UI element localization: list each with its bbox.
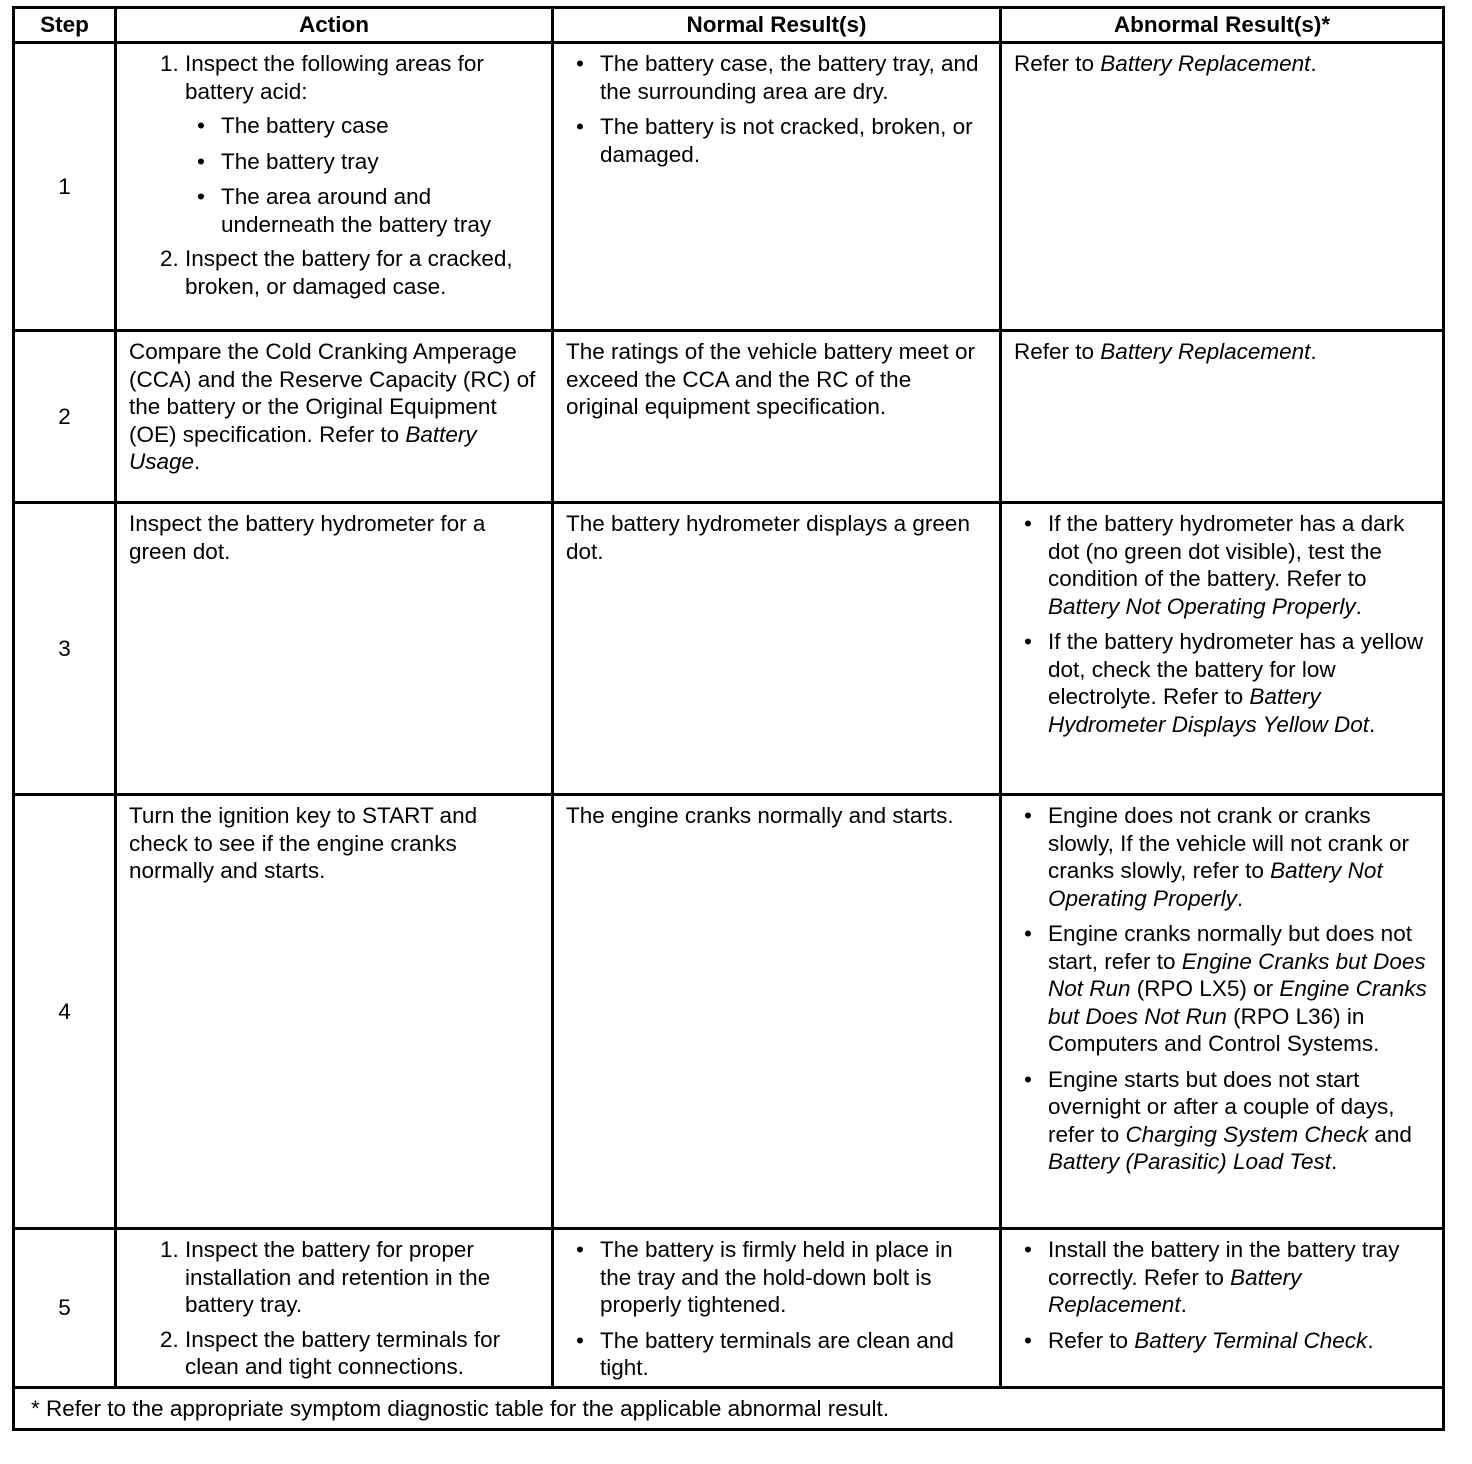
- normal-cell: The battery hydrometer displays a green dot.: [553, 503, 1001, 795]
- header-normal-results: Normal Result(s): [553, 8, 1001, 43]
- footnote-row: [14, 1387, 1444, 1430]
- table-row: [14, 331, 1444, 503]
- action-list: [129, 1236, 539, 1381]
- list-item: • Engine does not crank or cranks slowly, If the vehicle will not crank or cranks slowly, refer to Battery Not Operating Properly.: [1048, 802, 1430, 912]
- abnormal-cell: [1001, 1229, 1444, 1388]
- list-item: • The battery case: [221, 112, 539, 140]
- list-item: • Refer to Battery Terminal Check.: [1048, 1327, 1430, 1355]
- abnormal-list: [1014, 802, 1430, 1176]
- header-step: Step: [14, 8, 116, 43]
- footnote: * Refer to the appropriate symptom diagnostic table for the applicable abnormal result.: [14, 1387, 1444, 1430]
- list-item: • If the battery hydrometer has a yellow dot, check the battery for low electrolyte. Refer to Battery Hydrometer Displays Yellow Dot.: [1048, 628, 1430, 738]
- table-row: [14, 1229, 1444, 1388]
- reference-link[interactable]: Battery Not Operating Properly: [1048, 593, 1356, 619]
- list-item: • The battery tray: [221, 148, 539, 176]
- reference-link[interactable]: Battery Usage: [129, 421, 477, 474]
- normal-cell: [553, 1229, 1001, 1388]
- normal-cell: The engine cranks normally and starts.: [553, 795, 1001, 1229]
- header-abnormal-results: Abnormal Result(s)*: [1001, 8, 1444, 43]
- action-text: Inspect the following areas for battery acid:: [185, 51, 484, 104]
- abnormal-cell: Refer to Battery Replacement.: [1001, 331, 1444, 503]
- list-item: • The battery is not cracked, broken, or damaged.: [600, 113, 987, 168]
- action-cell: [116, 43, 553, 331]
- action-cell: [116, 1229, 553, 1388]
- table-row: [14, 43, 1444, 331]
- reference-link[interactable]: Battery Hydrometer Displays Yellow Dot: [1048, 684, 1369, 737]
- abnormal-cell: [1001, 503, 1444, 795]
- list-item: • The battery is firmly held in place in the tray and the hold-down bolt is properly tightened.: [600, 1236, 987, 1319]
- diagnostic-table: [12, 6, 1445, 1431]
- normal-list: [566, 50, 987, 168]
- reference-link[interactable]: Battery Terminal Check: [1134, 1327, 1368, 1353]
- list-item: • Engine starts but does not start overnight or after a couple of days, refer to Charging System Check and Battery (Parasitic) Load Test.: [1048, 1066, 1430, 1176]
- action-cell: Turn the ignition key to START and check to see if the engine cranks normally and starts.: [116, 795, 553, 1229]
- header-row: [14, 8, 1444, 43]
- table-row: [14, 503, 1444, 795]
- list-item: • The battery case, the battery tray, and the surrounding area are dry.: [600, 50, 987, 105]
- reference-link[interactable]: Engine Cranks but Does Not Run: [1048, 976, 1427, 1029]
- normal-list: [566, 1236, 987, 1382]
- list-item: • If the battery hydrometer has a dark dot (no green dot visible), test the condition of the battery. Refer to Battery Not Operating Properly.: [1048, 510, 1430, 620]
- reference-link[interactable]: Charging System Check: [1125, 1121, 1369, 1147]
- list-item: 1. Inspect the battery for proper installation and retention in the battery tray.: [185, 1236, 539, 1319]
- normal-cell: The ratings of the vehicle battery meet or exceed the CCA and the RC of the original equipment specification.: [553, 331, 1001, 503]
- normal-cell: [553, 43, 1001, 331]
- reference-link[interactable]: Battery Replacement: [1100, 51, 1311, 76]
- sub-list: [185, 112, 539, 238]
- list-item: • The battery terminals are clean and tight.: [600, 1327, 987, 1382]
- list-item: 2. Inspect the battery terminals for clean and tight connections.: [185, 1326, 539, 1381]
- step-number: 4: [14, 795, 116, 1229]
- step-number: 1: [14, 43, 116, 331]
- abnormal-text: Refer to: [1014, 51, 1101, 76]
- reference-link[interactable]: Battery Not Operating Properly: [1048, 858, 1383, 911]
- reference-link[interactable]: Battery Replacement: [1100, 339, 1311, 364]
- list-item: • The area around and underneath the battery tray: [221, 183, 539, 238]
- step-number: 3: [14, 503, 116, 795]
- reference-link[interactable]: Battery (Parasitic) Load Test: [1048, 1149, 1332, 1174]
- list-item: • Engine cranks normally but does not start, refer to Engine Cranks but Does Not Run (RPO LX5) or Engine Cranks but Does Not Run (RPO L36) in Computers and Control Systems.: [1048, 920, 1430, 1058]
- table-row: [14, 795, 1444, 1229]
- reference-link[interactable]: Engine Cranks but Does Not Run: [1048, 948, 1426, 1001]
- step-number: 5: [14, 1229, 116, 1388]
- abnormal-cell: Refer to Battery Replacement.: [1001, 43, 1444, 331]
- abnormal-list: [1014, 1236, 1430, 1354]
- abnormal-list: [1014, 510, 1430, 738]
- action-cell: Compare the Cold Cranking Amperage (CCA) and the Reserve Capacity (RC) of the battery or the Original Equipment (OE) specification. Refer to Battery Usage.: [116, 331, 553, 503]
- abnormal-text: Refer to: [1014, 339, 1101, 364]
- header-action: Action: [116, 8, 553, 43]
- action-cell: Inspect the battery hydrometer for a green dot.: [116, 503, 553, 795]
- list-item: • Install the battery in the battery tray correctly. Refer to Battery Replacement.: [1048, 1236, 1430, 1319]
- reference-link[interactable]: Battery Replacement: [1048, 1264, 1302, 1317]
- action-text: Compare the Cold Cranking Amperage (CCA) and the Reserve Capacity (RC) of the battery or the Original Equipment (OE) specification. Refer to: [129, 339, 536, 447]
- action-list: [129, 50, 539, 300]
- list-item: [185, 50, 539, 238]
- step-number: 2: [14, 331, 116, 503]
- list-item: 2. Inspect the battery for a cracked, broken, or damaged case.: [185, 245, 539, 300]
- abnormal-cell: [1001, 795, 1444, 1229]
